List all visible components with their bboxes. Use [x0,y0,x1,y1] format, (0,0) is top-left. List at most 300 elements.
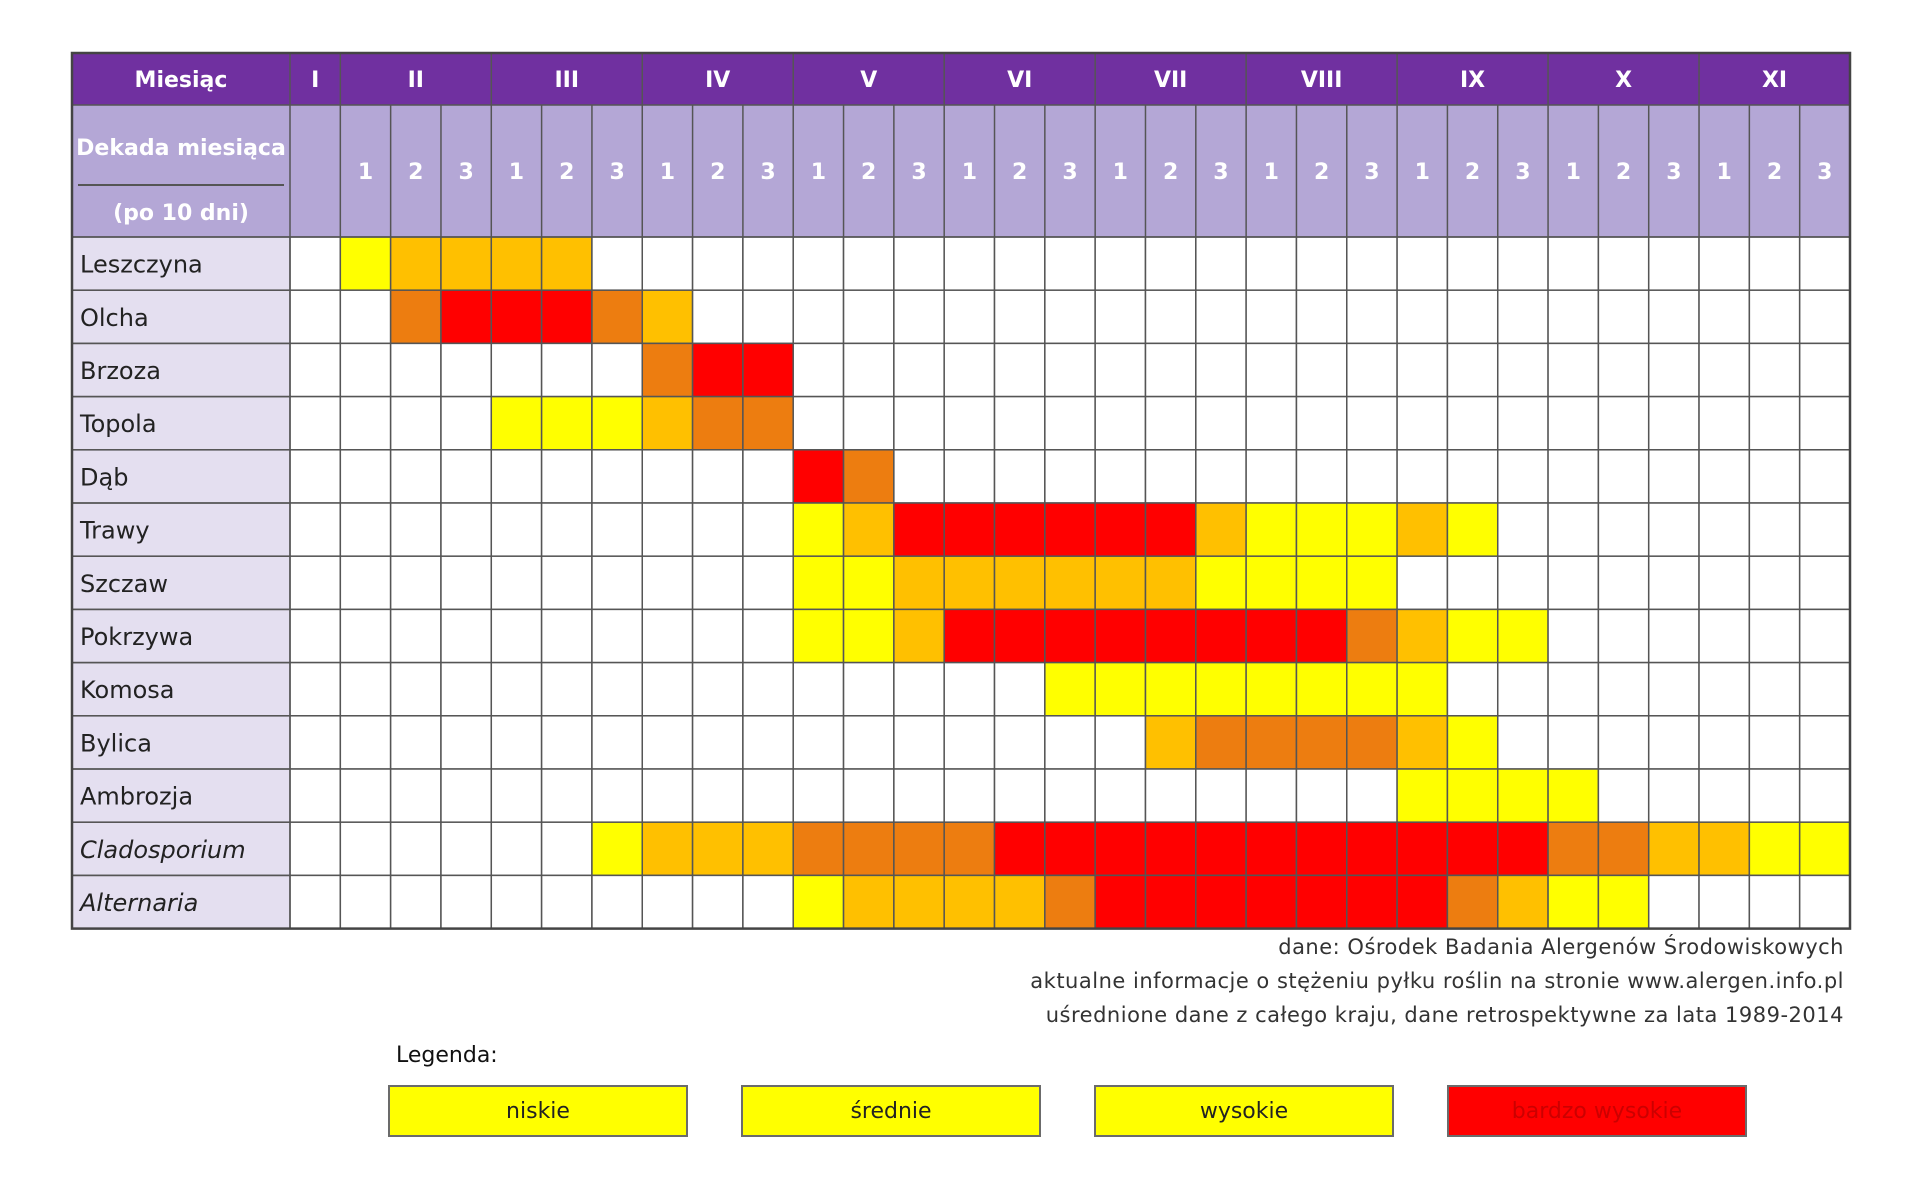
heatmap-cell [1749,556,1799,609]
heatmap-cell [1649,663,1699,716]
heatmap-cell [1447,290,1497,343]
month-label-XI: XI [1761,68,1788,93]
heatmap-cell [693,556,743,609]
heatmap-cell [1699,609,1749,662]
heatmap-cell [743,875,793,928]
heatmap-cell [1548,716,1598,769]
heatmap-cell [1145,556,1195,609]
source-line-3: uśrednione dane z całego kraju, dane retrospektywne za lata 1989-2014 [1045,1003,1844,1027]
heatmap-cell [743,290,793,343]
heatmap-cell [743,397,793,450]
decade-number: 3 [1062,160,1078,185]
heatmap-cell [542,450,592,503]
heatmap-cell [1749,290,1799,343]
heatmap-cell [944,822,994,875]
month-label-IV: IV [705,68,731,93]
heatmap-cell [894,343,944,396]
heatmap-cell [793,769,843,822]
heatmap-cell [1196,822,1246,875]
row-label-olcha: Olcha [80,303,149,332]
heatmap-cell [642,609,692,662]
heatmap-cell [642,769,692,822]
row-label-ambrozja: Ambrozja [80,782,194,811]
heatmap-cell [441,609,491,662]
heatmap-cell [542,397,592,450]
heatmap-cell [1649,343,1699,396]
heatmap-cell [340,769,390,822]
heatmap-cell [1498,290,1548,343]
heatmap-cell [1548,875,1598,928]
legend-item-srednie: średnie [741,1085,1041,1137]
heatmap-cell [1498,503,1548,556]
heatmap-cell [693,609,743,662]
heatmap-cell [542,609,592,662]
heatmap-cell [1598,237,1648,290]
heatmap-cell [1045,769,1095,822]
heatmap-cell [1246,503,1296,556]
heatmap-cell [1095,397,1145,450]
heatmap-cell [1246,822,1296,875]
heatmap-cell [491,290,541,343]
heatmap-cell [1397,450,1447,503]
decade-number: 1 [961,160,978,185]
heatmap-cell [995,343,1045,396]
heatmap-cell [1498,822,1548,875]
decade-number: 2 [1766,160,1783,185]
heatmap-cell [1296,237,1346,290]
row-label-bylica: Bylica [80,729,152,758]
heatmap-cell [995,875,1045,928]
heatmap-cell [1749,503,1799,556]
decade-number: 3 [760,160,776,185]
heatmap-cell [290,343,340,396]
heatmap-cell [1649,556,1699,609]
decade-number: 2 [559,160,575,185]
heatmap-cell [1246,609,1296,662]
heatmap-cell [391,609,441,662]
decade-number: 2 [1313,160,1330,185]
heatmap-cell [1045,450,1095,503]
heatmap-cell [1649,875,1699,928]
heatmap-cell [1548,343,1598,396]
decade-number: 2 [408,160,424,185]
heatmap-cell [1145,822,1195,875]
heatmap-cell [995,450,1045,503]
heatmap-cell [1196,663,1246,716]
heatmap-cell [340,237,390,290]
heatmap-cell [491,343,541,396]
decade-number: 2 [710,160,726,185]
heatmap-cell [391,822,441,875]
heatmap-cell [491,875,541,928]
month-label-I: I [311,68,320,93]
heatmap-cell [693,450,743,503]
heatmap-cell [1749,716,1799,769]
month-label-IX: IX [1460,68,1486,93]
heatmap-cell [340,397,390,450]
heatmap-cell [1548,663,1598,716]
heatmap-cell [995,556,1045,609]
heatmap-cell [290,716,340,769]
heatmap-cell [1246,663,1296,716]
heatmap-cell [491,450,541,503]
heatmap-cell [1548,822,1598,875]
heatmap-cell [391,397,441,450]
heatmap-cell [1800,397,1850,450]
heatmap-cell [1045,343,1095,396]
heatmap-cell [1196,397,1246,450]
heatmap-cell [793,450,843,503]
heatmap-cell [1447,343,1497,396]
heatmap-cell [1598,769,1648,822]
heatmap-cell [1397,343,1447,396]
heatmap-cell [290,556,340,609]
heatmap-cell [1347,290,1397,343]
heatmap-cell [1800,663,1850,716]
heatmap-cell [491,556,541,609]
heatmap-cell [844,237,894,290]
heatmap-cell [1296,397,1346,450]
heatmap-cell [1296,450,1346,503]
heatmap-cell [1749,663,1799,716]
heatmap-cell [1045,663,1095,716]
heatmap-cell [1246,556,1296,609]
heatmap-cell [1296,663,1346,716]
heatmap-cell [793,343,843,396]
decade-header-sublabel: (po 10 dni) [113,201,249,226]
heatmap-cell [491,503,541,556]
heatmap-cell [693,875,743,928]
heatmap-cell [340,822,390,875]
heatmap-cell [844,822,894,875]
heatmap-cell [1649,822,1699,875]
heatmap-cell [1095,556,1145,609]
heatmap-cell [944,875,994,928]
heatmap-cell [1246,343,1296,396]
heatmap-cell [1498,609,1548,662]
heatmap-cell [290,769,340,822]
heatmap-cell [1246,397,1296,450]
heatmap-cell [743,450,793,503]
heatmap-cell [340,663,390,716]
heatmap-cell [944,716,994,769]
heatmap-cell [693,503,743,556]
heatmap-cell [1498,450,1548,503]
heatmap-cell [1548,503,1598,556]
heatmap-cell [1145,769,1195,822]
heatmap-cell [542,875,592,928]
heatmap-cell [1397,556,1447,609]
heatmap-cell [1548,769,1598,822]
heatmap-cell [592,343,642,396]
heatmap-cell [1296,875,1346,928]
heatmap-cell [844,450,894,503]
heatmap-cell [391,769,441,822]
heatmap-cell [592,663,642,716]
heatmap-cell [1749,450,1799,503]
decade-number: 3 [1666,160,1682,185]
heatmap-cell [592,822,642,875]
heatmap-cell [1397,663,1447,716]
heatmap-cell [944,237,994,290]
heatmap-cell [1145,875,1195,928]
heatmap-cell [542,769,592,822]
heatmap-cell [894,397,944,450]
heatmap-cell [1296,503,1346,556]
heatmap-cell [542,556,592,609]
heatmap-cell [844,556,894,609]
heatmap-cell [844,769,894,822]
month-header-band [72,53,1850,105]
heatmap-cell [1749,875,1799,928]
heatmap-cell [441,875,491,928]
heatmap-cell [642,343,692,396]
heatmap-cell [1045,609,1095,662]
heatmap-cell [1598,397,1648,450]
heatmap-cell [743,769,793,822]
decade-number: 1 [1112,160,1128,185]
heatmap-cell [290,875,340,928]
month-label-V: V [860,68,878,93]
heatmap-cell [340,450,390,503]
heatmap-cell [592,769,642,822]
heatmap-cell [1699,397,1749,450]
heatmap-cell [894,716,944,769]
heatmap-cell [1649,716,1699,769]
heatmap-cell [1649,237,1699,290]
source-line-1: dane: Ośrodek Badania Alergenów Środowiskowych [1278,935,1844,959]
heatmap-cell [1800,609,1850,662]
heatmap-cell [844,290,894,343]
legend-title: Legenda: [396,1043,498,1068]
heatmap-cell [340,290,390,343]
heatmap-cell [340,875,390,928]
heatmap-cell [1045,237,1095,290]
heatmap-cell [1699,290,1749,343]
heatmap-cell [340,609,390,662]
heatmap-cell [793,822,843,875]
heatmap-cell [1347,769,1397,822]
decade-number: 2 [861,160,877,185]
heatmap-cell [340,716,390,769]
heatmap-cell [793,290,843,343]
heatmap-cell [441,290,491,343]
heatmap-cell [1649,290,1699,343]
heatmap-cell [1498,769,1548,822]
heatmap-cell [1196,716,1246,769]
heatmap-cell [1649,397,1699,450]
heatmap-cell [944,503,994,556]
row-label-trawy: Trawy [80,516,150,545]
heatmap-cell [340,343,390,396]
heatmap-cell [1749,397,1799,450]
heatmap-cell [290,663,340,716]
heatmap-cell [441,397,491,450]
heatmap-cell [693,716,743,769]
heatmap-cell [1598,875,1648,928]
decade-number: 1 [1565,160,1581,185]
heatmap-cell [290,822,340,875]
heatmap-cell [1548,609,1598,662]
decade-number: 3 [1364,160,1380,185]
heatmap-cell [743,663,793,716]
decade-header-label: Dekada miesiąca [76,136,286,161]
decade-number: 2 [1464,160,1481,185]
heatmap-cell [1095,663,1145,716]
heatmap-cell [1397,822,1447,875]
heatmap-cell [491,822,541,875]
heatmap-cell [1447,769,1497,822]
heatmap-cell [1045,716,1095,769]
heatmap-cell [1598,716,1648,769]
heatmap-cell [491,716,541,769]
heatmap-cell [1598,822,1648,875]
heatmap-cell [642,716,692,769]
heatmap-cell [642,290,692,343]
heatmap-cell [844,663,894,716]
heatmap-cell [1045,397,1095,450]
heatmap-cell [491,663,541,716]
heatmap-cell [1347,503,1397,556]
heatmap-cell [1699,769,1749,822]
heatmap-cell [1800,450,1850,503]
heatmap-cell [1498,343,1548,396]
heatmap-cell [642,450,692,503]
legend-item-bardzo-wysokie: bardzo wysokie [1447,1085,1747,1137]
heatmap-cell [1196,556,1246,609]
heatmap-cell [693,237,743,290]
heatmap-cell [1447,237,1497,290]
decade-number: 3 [1817,160,1833,185]
heatmap-cell [542,822,592,875]
heatmap-cell [1145,503,1195,556]
heatmap-cell [1498,663,1548,716]
heatmap-cell [1598,556,1648,609]
heatmap-cell [1246,716,1296,769]
heatmap-cell [1447,397,1497,450]
heatmap-cell [391,290,441,343]
heatmap-cell [1095,237,1145,290]
heatmap-cell [944,397,994,450]
row-label-leszczyna: Leszczyna [80,250,203,279]
heatmap-cell [1749,237,1799,290]
heatmap-cell [1347,716,1397,769]
decade-number: 2 [1162,160,1179,185]
heatmap-cell [693,343,743,396]
heatmap-cell [542,237,592,290]
heatmap-cell [1045,290,1095,343]
heatmap-cell [1447,663,1497,716]
row-label-szczaw: Szczaw [80,569,168,598]
heatmap-cell [391,503,441,556]
decade-number: 1 [357,160,374,185]
heatmap-cell [1095,503,1145,556]
heatmap-cell [743,609,793,662]
heatmap-cell [290,290,340,343]
decade-number: 3 [609,160,625,185]
heatmap-cell [1699,556,1749,609]
heatmap-cell [1699,503,1749,556]
heatmap-cell [1800,822,1850,875]
heatmap-cell [1246,875,1296,928]
heatmap-cell [1397,503,1447,556]
heatmap-cell [793,397,843,450]
heatmap-cell [391,556,441,609]
heatmap-cell [1095,875,1145,928]
heatmap-cell [290,609,340,662]
heatmap-cell [844,397,894,450]
heatmap-cell [894,503,944,556]
heatmap-cell [542,290,592,343]
heatmap-cell [1397,609,1447,662]
heatmap-cell [1800,237,1850,290]
decade-number: 3 [1515,160,1531,185]
heatmap-cell [1196,237,1246,290]
heatmap-cell [592,609,642,662]
heatmap-cell [995,822,1045,875]
heatmap-cell [793,663,843,716]
heatmap-cell [1699,875,1749,928]
heatmap-cell [1196,343,1246,396]
decade-number: 2 [1012,160,1028,185]
heatmap-cell [793,875,843,928]
heatmap-cell [1447,716,1497,769]
month-label-VII: VII [1153,68,1188,93]
heatmap-cell [1045,556,1095,609]
heatmap-cell [1699,450,1749,503]
heatmap-cell [1296,769,1346,822]
row-label-alternaria: Alternaria [80,889,199,917]
heatmap-cell [1296,609,1346,662]
heatmap-cell [1347,822,1397,875]
heatmap-cell [1196,503,1246,556]
decade-number: 3 [1213,160,1229,185]
heatmap-cell [542,716,592,769]
heatmap-cell [1347,663,1397,716]
heatmap-cell [693,769,743,822]
heatmap-cell [1649,503,1699,556]
heatmap-cell [1498,397,1548,450]
heatmap-cell [1548,450,1598,503]
heatmap-cell [391,663,441,716]
heatmap-cell [1045,503,1095,556]
heatmap-cell [1095,769,1145,822]
heatmap-cell [1800,290,1850,343]
heatmap-cell [391,237,441,290]
heatmap-cell [1296,716,1346,769]
heatmap-cell [1598,609,1648,662]
heatmap-cell [391,450,441,503]
heatmap-cell [491,769,541,822]
heatmap-cell [1699,716,1749,769]
heatmap-cell [441,237,491,290]
month-label-VIII: VIII [1300,68,1343,93]
decade-number: 1 [1716,160,1732,185]
heatmap-cell [1649,609,1699,662]
heatmap-cell [1397,290,1447,343]
heatmap-cell [1145,397,1195,450]
heatmap-cell [844,875,894,928]
heatmap-cell [1447,450,1497,503]
heatmap-cell [592,716,642,769]
heatmap-cell [693,663,743,716]
heatmap-cell [1598,663,1648,716]
decade-number: 1 [508,160,525,185]
heatmap-cell [743,503,793,556]
heatmap-cell [592,556,642,609]
legend-item-niskie: niskie [388,1085,688,1137]
heatmap-cell [290,503,340,556]
